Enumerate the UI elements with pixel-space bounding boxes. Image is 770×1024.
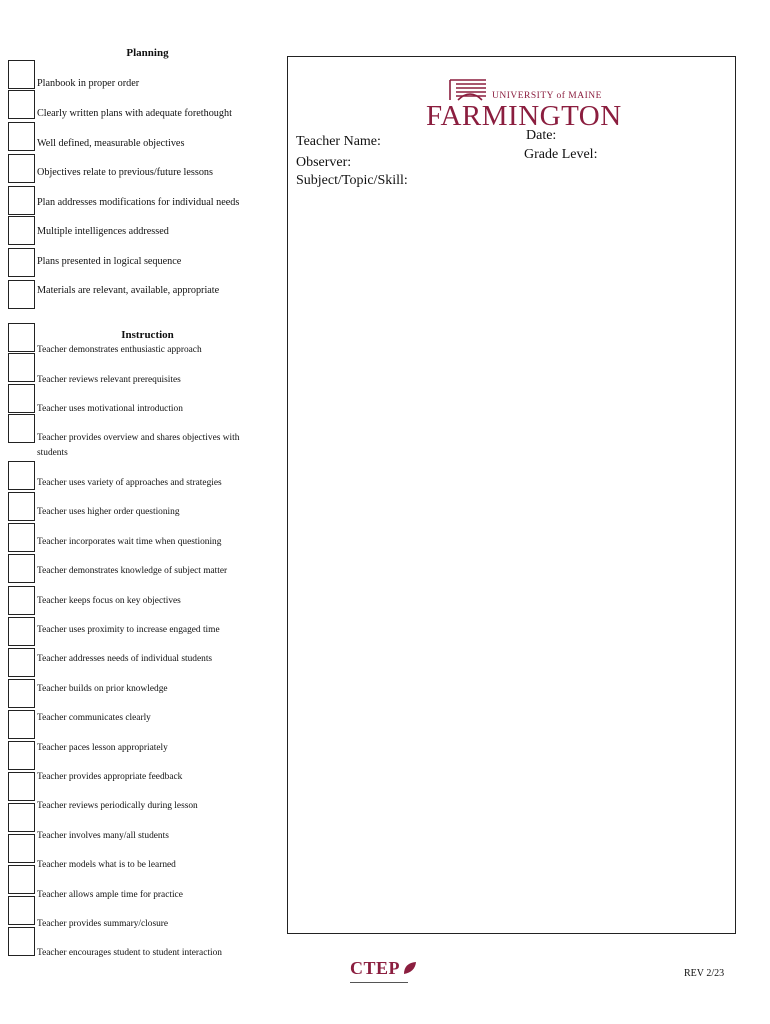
instruction-item-20: Teacher provides summary/closure bbox=[37, 919, 169, 929]
instruction-checkbox-2[interactable] bbox=[8, 353, 35, 382]
revision-label: REV 2/23 bbox=[684, 968, 725, 979]
grade-level-label: Grade Level: bbox=[524, 147, 598, 162]
ctep-text: CTEP bbox=[350, 958, 401, 978]
planning-checkbox-4[interactable] bbox=[8, 154, 35, 183]
instruction-item-19: Teacher allows ample time for practice bbox=[37, 890, 183, 900]
instruction-item-17: Teacher involves many/all students bbox=[37, 831, 169, 841]
planning-item-6: Multiple intelligences addressed bbox=[37, 226, 169, 237]
planning-checkbox-3[interactable] bbox=[8, 122, 35, 151]
planning-item-8: Materials are relevant, available, appropriate bbox=[37, 285, 220, 296]
instruction-item-14: Teacher paces lesson appropriately bbox=[37, 743, 168, 753]
teacher-name-label: Teacher Name: bbox=[296, 134, 381, 149]
instruction-checkbox-15[interactable] bbox=[8, 772, 35, 801]
ctep-logo bbox=[350, 958, 420, 988]
planning-item-3: Well defined, measurable objectives bbox=[37, 138, 185, 149]
planning-item-7: Plans presented in logical sequence bbox=[37, 256, 182, 267]
instruction-checkbox-4[interactable] bbox=[8, 414, 35, 443]
instruction-item-6: Teacher uses higher order questioning bbox=[37, 507, 180, 517]
instruction-item-16: Teacher reviews periodically during lesson bbox=[37, 801, 198, 811]
instruction-checkbox-9[interactable] bbox=[8, 586, 35, 615]
farmington-logo bbox=[426, 76, 622, 132]
instruction-item-4: Teacher provides overview and shares objectives with students bbox=[37, 433, 240, 458]
instruction-checkbox-14[interactable] bbox=[8, 741, 35, 770]
instruction-checkbox-11[interactable] bbox=[8, 648, 35, 677]
instruction-item-15: Teacher provides appropriate feedback bbox=[37, 772, 183, 782]
instruction-item-8: Teacher demonstrates knowledge of subject matter bbox=[37, 566, 228, 576]
date-label: Date: bbox=[526, 128, 557, 143]
farmington-wordmark: FARMINGTON bbox=[426, 100, 622, 132]
planning-checkbox-7[interactable] bbox=[8, 248, 35, 277]
planning-checkbox-6[interactable] bbox=[8, 216, 35, 245]
planning-checkbox-5[interactable] bbox=[8, 186, 35, 215]
instruction-checkbox-8[interactable] bbox=[8, 554, 35, 583]
instruction-item-9: Teacher keeps focus on key objectives bbox=[37, 596, 181, 606]
planning-checkbox-8[interactable] bbox=[8, 280, 35, 309]
instruction-item-11: Teacher addresses needs of individual students bbox=[37, 654, 213, 664]
instruction-checkbox-7[interactable] bbox=[8, 523, 35, 552]
instruction-checkbox-16[interactable] bbox=[8, 803, 35, 832]
observer-label: Observer: bbox=[296, 155, 352, 170]
instruction-checkbox-6[interactable] bbox=[8, 492, 35, 521]
leaf-icon bbox=[402, 960, 418, 976]
instruction-item-3: Teacher uses motivational introduction bbox=[37, 404, 183, 414]
instruction-item-13: Teacher communicates clearly bbox=[37, 713, 151, 723]
instruction-checkbox-12[interactable] bbox=[8, 679, 35, 708]
instruction-checkbox-19[interactable] bbox=[8, 896, 35, 925]
instruction-item-2: Teacher reviews relevant prerequisites bbox=[37, 375, 181, 385]
planning-item-4: Objectives relate to previous/future lessons bbox=[37, 167, 213, 178]
planning-checkbox-2[interactable] bbox=[8, 90, 35, 119]
instruction-item-18: Teacher models what is to be learned bbox=[37, 860, 176, 870]
planning-item-2: Clearly written plans with adequate forethought bbox=[37, 108, 232, 119]
instruction-checkbox-18[interactable] bbox=[8, 865, 35, 894]
instruction-checkbox-3[interactable] bbox=[8, 384, 35, 413]
instruction-checkbox-5[interactable] bbox=[8, 461, 35, 490]
instruction-item-10: Teacher uses proximity to increase engaged time bbox=[37, 625, 220, 635]
instruction-checkbox-17[interactable] bbox=[8, 834, 35, 863]
instruction-checkbox-1[interactable] bbox=[8, 323, 35, 352]
instruction-checkbox-13[interactable] bbox=[8, 710, 35, 739]
ctep-underline bbox=[350, 982, 408, 983]
planning-heading: Planning bbox=[126, 47, 169, 59]
instruction-heading: Instruction bbox=[121, 329, 174, 341]
instruction-item-12: Teacher builds on prior knowledge bbox=[37, 684, 168, 694]
instruction-checkbox-10[interactable] bbox=[8, 617, 35, 646]
instruction-item-21: Teacher encourages student to student interaction bbox=[37, 948, 222, 958]
university-of-maine-text: UNIVERSITY of MAINE bbox=[492, 91, 602, 101]
planning-checkbox-1[interactable] bbox=[8, 60, 35, 89]
subject-label: Subject/Topic/Skill: bbox=[296, 173, 408, 188]
instruction-item-1: Teacher demonstrates enthusiastic approach bbox=[37, 345, 202, 355]
planning-item-1: Planbook in proper order bbox=[37, 78, 140, 89]
planning-item-5: Plan addresses modifications for individual needs bbox=[37, 197, 240, 208]
instruction-item-5: Teacher uses variety of approaches and strategies bbox=[37, 478, 222, 488]
instruction-item-7: Teacher incorporates wait time when questioning bbox=[37, 537, 222, 547]
